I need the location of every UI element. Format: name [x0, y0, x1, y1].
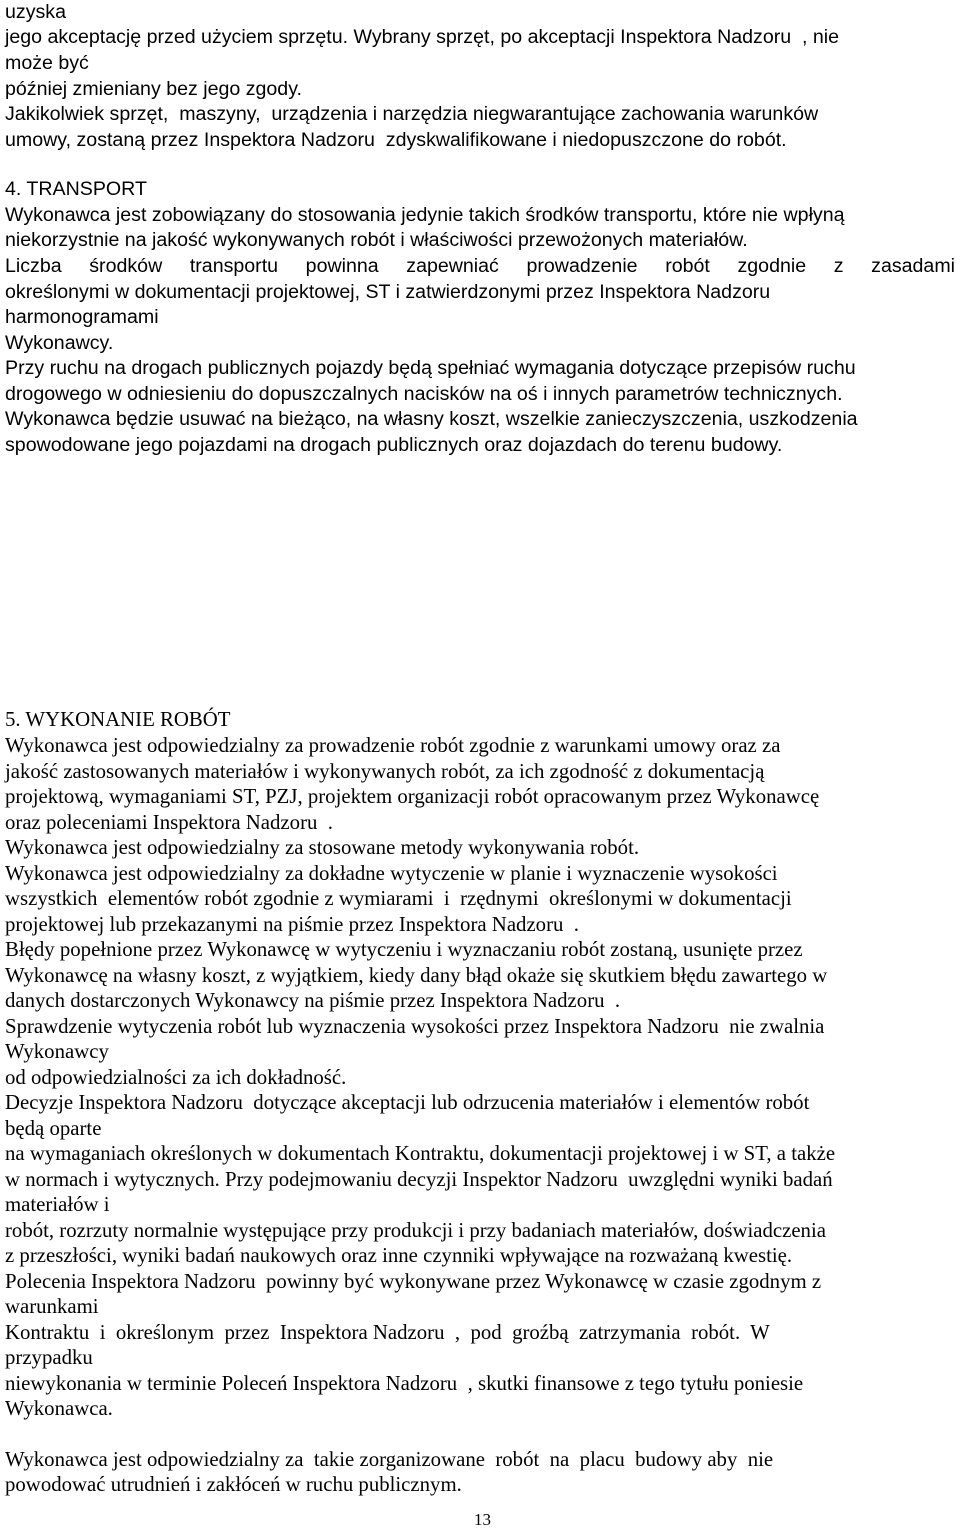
s3-line: Jakikolwiek sprzęt, maszyny, urządzenia i narzędzia niegwarantujące zachowania warunków — [5, 103, 819, 125]
s5-line: Sprawdzenie wytyczenia robót lub wyznaczenia wysokości przez Inspektora Nadzoru nie zwalnia — [5, 1015, 825, 1038]
s5-line: wszystkich elementów robót zgodnie z wymiarami i rzędnymi określonymi w dokumentacji — [5, 887, 792, 910]
s5-line: Błędy popełnione przez Wykonawcę w wytyczeniu i wyznaczaniu robót zostaną, usunięte przez — [5, 938, 803, 961]
s5-line: na wymaganiach określonych w dokumentach Kontraktu, dokumentacji projektowej i w ST, a także — [5, 1142, 836, 1165]
s4-line: Wykonawcy. — [5, 332, 114, 354]
section-heading-transport: 4. TRANSPORT — [5, 178, 147, 200]
s5-line: Wykonawca jest odpowiedzialny za stosowane metody wykonywania robót. — [5, 836, 640, 859]
s5-line: Kontraktu i określonym przez Inspektora Nadzoru , pod groźbą zatrzymania robót. W — [5, 1321, 770, 1344]
s5-line: oraz poleceniami Inspektora Nadzoru . — [5, 811, 333, 834]
s5-line: z przeszłości, wyniki badań naukowych oraz inne czynniki wpływające na rozważaną kwestię. — [5, 1244, 793, 1267]
s5-line: w normach i wytycznych. Przy podejmowaniu decyzji Inspektor Nadzoru uwzględni wyniki badań — [5, 1168, 833, 1191]
s5-line: Polecenia Inspektora Nadzoru powinny być wykonywane przez Wykonawcę w czasie zgodnym z — [5, 1270, 822, 1293]
s5-line: Wykonawca. — [5, 1397, 113, 1420]
s5-line: Wykonawcy — [5, 1040, 109, 1063]
s3-line: uzyska — [5, 1, 66, 23]
s4-line: Przy ruchu na drogach publicznych pojazdy będą spełniać wymagania dotyczące przepisów ruchu — [5, 357, 856, 379]
s5-line: niewykonania w terminie Poleceń Inspektora Nadzoru , skutki finansowe z tego tytułu poniesie — [5, 1372, 804, 1395]
s5-line: Decyzje Inspektora Nadzoru dotyczące akceptacji lub odrzucenia materiałów i elementów robót — [5, 1091, 810, 1114]
s4-line: niekorzystnie na jakość wykonywanych robót i właściwości przewożonych materiałów. — [5, 229, 748, 251]
section-heading-wykonanie: 5. WYKONANIE ROBÓT — [5, 708, 231, 731]
page-number: 13 — [474, 1510, 491, 1529]
s5-line: projektowej lub przekazanymi na piśmie przez Inspektora Nadzoru . — [5, 913, 580, 936]
s5-line: będą oparte — [5, 1117, 102, 1140]
s3-line: może być — [5, 52, 89, 74]
s5-line: jakość zastosowanych materiałów i wykonywanych robót, za ich zgodność z dokumentacją — [5, 760, 765, 783]
s4-line: Wykonawca jest zobowiązany do stosowania jedynie takich środków transportu, które nie wpłyną — [5, 204, 845, 226]
closing-line: Wykonawca jest odpowiedzialny za takie zorganizowane robót na placu budowy aby nie — [5, 1448, 774, 1471]
s5-line: Wykonawca jest odpowiedzialny za prowadzenie robót zgodnie z warunkami umowy oraz za — [5, 734, 781, 757]
s5-line: Wykonawca jest odpowiedzialny za dokładne wytyczenie w planie i wyznaczenie wysokości — [5, 862, 778, 885]
s5-line: robót, rozrzuty normalnie występujące przy produkcji i przy badaniach materiałów, doświadczenia — [5, 1219, 826, 1242]
s5-line: projektową, wymaganiami ST, PZJ, projektem organizacji robót opracowanym przez Wykonawcę — [5, 785, 820, 808]
s5-line: przypadku — [5, 1346, 93, 1369]
s4-line: harmonogramami — [5, 306, 159, 328]
s4-line: Liczba środków transportu powinna zapewniać prowadzenie robót zgodnie z zasadami — [5, 255, 955, 277]
s5-line: warunkami — [5, 1295, 99, 1318]
s5-line: danych dostarczonych Wykonawcy na piśmie przez Inspektora Nadzoru . — [5, 989, 621, 1012]
s4-line: spowodowane jego pojazdami na drogach publicznych oraz dojazdach do terenu budowy. — [5, 434, 783, 456]
s4-line: określonymi w dokumentacji projektowej, ST i zatwierdzonymi przez Inspektora Nadzoru — [5, 281, 771, 303]
s3-line: jego akceptację przed użyciem sprzętu. Wybrany sprzęt, po akceptacji Inspektora Nadzoru , nie — [5, 26, 840, 48]
s3-line: później zmieniany bez jego zgody. — [5, 78, 302, 100]
s5-line: Wykonawcę na własny koszt, z wyjątkiem, kiedy dany błąd okaże się skutkiem błędu zawartego w — [5, 964, 828, 987]
s3-line: umowy, zostaną przez Inspektora Nadzoru zdyskwalifikowane i niedopuszczone do robót. — [5, 129, 787, 151]
s4-line: Wykonawca będzie usuwać na bieżąco, na własny koszt, wszelkie zanieczyszczenia, uszkodzenia — [5, 408, 858, 430]
s5-line: materiałów i — [5, 1193, 110, 1216]
s4-line: drogowego w odniesieniu do dopuszczalnych nacisków na oś i innych parametrów technicznych. — [5, 383, 843, 405]
s5-line: od odpowiedzialności za ich dokładność. — [5, 1066, 347, 1089]
closing-line: powodować utrudnień i zakłóceń w ruchu publicznym. — [5, 1473, 462, 1496]
